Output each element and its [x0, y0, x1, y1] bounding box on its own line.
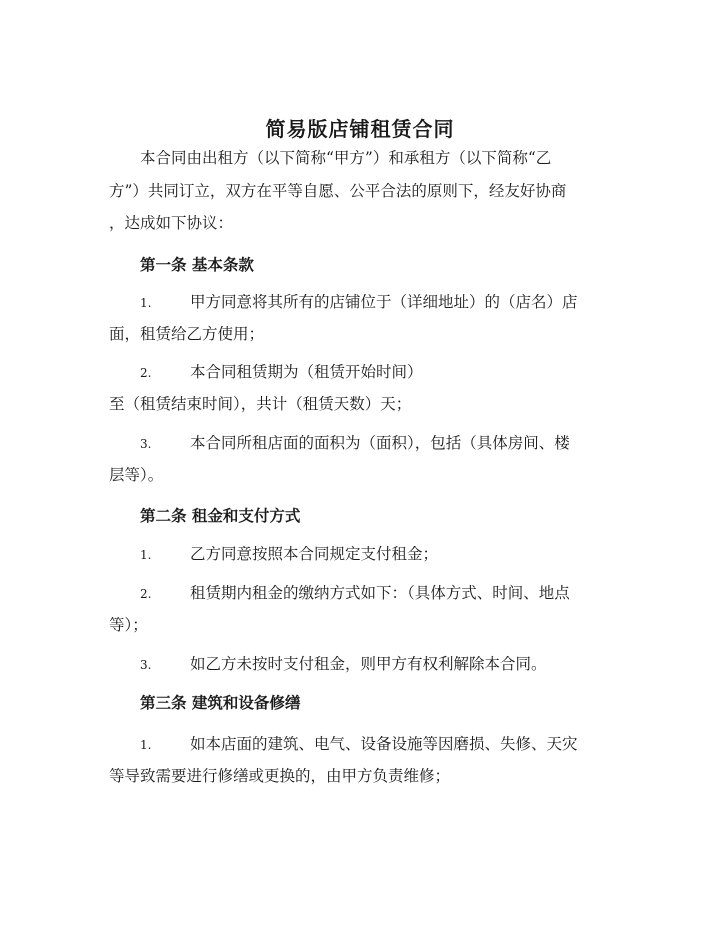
document-title: 简易版店铺租赁合同	[265, 117, 455, 141]
article-1-item-1-line-2: 面，租赁给乙方使用；	[109, 325, 265, 343]
article-2-item-2-line-2: 等）；	[109, 616, 148, 634]
article-3-item-1-line-2: 等导致需要进行修缮或更换的，由甲方负责维修；	[109, 767, 451, 785]
article-1-item-1-line-1: 甲方同意将其所有的店铺位于（详细地址）的（店名）店	[190, 293, 578, 311]
article-2-item-2-number: 2.	[140, 587, 152, 601]
intro-line-1: 本合同由出租方（以下简称“甲方”）和承租方（以下简称“乙	[140, 149, 552, 167]
intro-line-3: ，达成如下协议：	[109, 214, 234, 232]
article-3-heading: 第三条 建筑和设备修缮	[140, 693, 301, 712]
article-2-item-1-number: 1.	[140, 548, 152, 562]
intro-line-2: 方”）共同订立，双方在平等自愿、公平合法的原则下，经友好协商	[109, 182, 567, 200]
article-2-item-2-line-1: 租赁期内租金的缴纳方式如下：（具体方式、时间、地点	[190, 584, 570, 602]
article-1-item-3-line-2: 层等）。	[109, 466, 164, 484]
article-1-item-2-line-1: 本合同租赁期为（租赁开始时间）	[190, 363, 423, 381]
article-1-item-2-line-2: 至（租赁结束时间），共计（租赁天数）天；	[109, 395, 412, 413]
article-1-item-2-number: 2.	[140, 366, 152, 380]
article-2-heading: 第二条 租金和支付方式	[140, 506, 301, 525]
article-1-heading: 第一条 基本条款	[140, 255, 254, 274]
article-2-item-1-line-1: 乙方同意按照本合同规定支付租金；	[190, 545, 439, 563]
article-2-item-3-line-1: 如乙方未按时支付租金，则甲方有权利解除本合同。	[190, 655, 547, 673]
article-1-item-1-number: 1.	[140, 296, 152, 310]
article-1-item-3-line-1: 本合同所租店面的面积为（面积），包括（具体房间、楼	[190, 434, 570, 452]
article-3-item-1-line-1: 如本店面的建筑、电气、设备设施等因磨损、失修、天灾	[190, 735, 578, 753]
article-3-item-1-number: 1.	[140, 738, 152, 752]
article-2-item-3-number: 3.	[140, 658, 152, 672]
article-1-item-3-number: 3.	[140, 437, 152, 451]
